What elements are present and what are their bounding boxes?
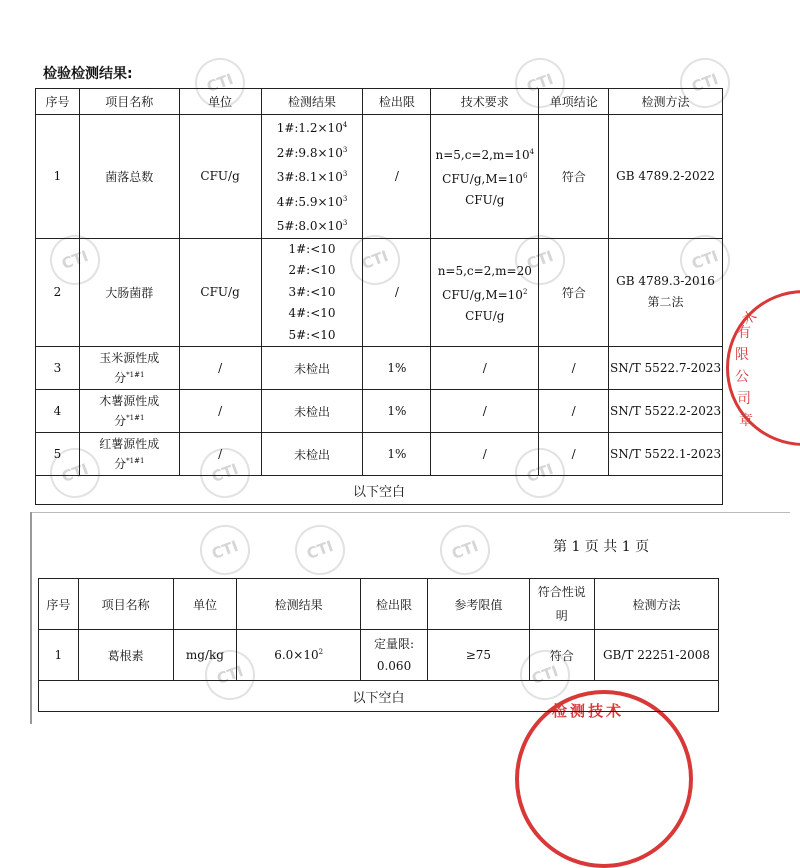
technical-requirement: $n=5,c=2,m=10^4$ CFU/$g,M=10^6$ CFU/g	[431, 115, 539, 239]
conclusion: /	[539, 347, 609, 390]
test-method: SN/T 5522.7-2023	[609, 347, 723, 390]
result-line: 5#:<10	[288, 327, 336, 342]
header-cell: 符合性说 明	[529, 579, 594, 630]
unit: /	[179, 433, 261, 476]
blank-below-note: 以下空白	[39, 681, 719, 712]
table-header-row	[39, 579, 719, 630]
result-line: $1\#:1.2\times 10^4$	[276, 121, 348, 135]
header-cell: 单位	[173, 579, 237, 630]
header-cell: 技术要求	[431, 89, 539, 115]
item-name: 木薯源性成 分$^{*1\#1}$	[79, 390, 179, 433]
conclusion: 符合	[529, 630, 594, 681]
cti-watermark: CTI	[673, 228, 737, 292]
result-line: 1#:<10	[288, 241, 336, 256]
detection-limit: /	[363, 115, 431, 239]
unit: CFU/g	[179, 115, 261, 239]
technical-requirement: /	[431, 390, 539, 433]
result-line: $2\#:9.8\times 10^3$	[276, 145, 348, 160]
table-row	[36, 390, 723, 433]
cti-watermark: CTI	[193, 441, 257, 505]
conclusion: /	[539, 433, 609, 476]
result-line: 4#:<10	[288, 306, 336, 320]
cti-watermark: CTI	[673, 51, 737, 115]
row-number: 1	[39, 630, 79, 681]
blank-below-note: 以下空白	[36, 476, 723, 505]
result-line: $4\#:5.9\times 10^3$	[276, 194, 348, 209]
reference-limit: ≥75	[428, 630, 529, 681]
technical-requirement: n=5,c=2,m=20 CFU/$g,M=10^2$ CFU/g	[431, 238, 539, 347]
header-cell: 参考限值	[428, 579, 529, 630]
cti-watermark: CTI	[508, 228, 572, 292]
row-number: 3	[36, 347, 80, 390]
unit: /	[179, 347, 261, 390]
conclusion: 符合	[539, 115, 609, 239]
header-cell: 序号	[39, 579, 79, 630]
header-cell: 检测结果	[261, 89, 363, 115]
header-cell: 单项结论	[539, 89, 609, 115]
table-row	[36, 347, 723, 390]
detection-limit: 1%	[363, 347, 431, 390]
unit: /	[179, 390, 261, 433]
results-table-2	[38, 578, 719, 712]
item-name: 葛根素	[78, 630, 173, 681]
cti-watermark: CTI	[513, 643, 577, 707]
header-cell: 项目名称	[78, 579, 173, 630]
page-number: 第 1 页 共 1 页	[553, 539, 650, 555]
results-heading: 检验检测结果:	[43, 66, 133, 82]
header-cell: 序号	[36, 89, 80, 115]
technical-requirement: /	[431, 433, 539, 476]
table-row	[36, 115, 723, 239]
table-row	[36, 433, 723, 476]
item-name: 红薯源性成 分$^{*1\#1}$	[79, 433, 179, 476]
table-footer-row	[36, 476, 723, 505]
page-edge	[30, 512, 32, 724]
detection-limit: 1%	[363, 390, 431, 433]
test-result: $6.0\times 10^2$	[237, 630, 361, 681]
result-line: 3#:<10	[288, 284, 336, 299]
row-number: 2	[36, 238, 80, 347]
technical-requirement: /	[431, 347, 539, 390]
test-method: GB/T 22251-2008	[595, 630, 719, 681]
red-seal-bottom-text: 检测技术	[552, 702, 625, 720]
cti-watermark: CTI	[43, 228, 107, 292]
unit: CFU/g	[179, 238, 261, 347]
test-method: SN/T 5522.2-2023	[609, 390, 723, 433]
test-results	[261, 115, 363, 239]
conclusion: /	[539, 390, 609, 433]
row-number: 5	[36, 433, 80, 476]
header-cell: 单位	[179, 89, 261, 115]
red-seal-right-text: 木 有 限 公 司 章	[735, 307, 760, 429]
cti-watermark: CTI	[198, 643, 262, 707]
cti-watermark: CTI	[508, 51, 572, 115]
header-cell: 检出限	[363, 89, 431, 115]
header-cell: 检测方法	[609, 89, 723, 115]
item-name: 大肠菌群	[79, 238, 179, 347]
cti-watermark: CTI	[343, 228, 407, 292]
detection-limit: 定量限: 0.060	[360, 630, 427, 681]
header-cell: 检出限	[360, 579, 427, 630]
cti-watermark: CTI	[288, 518, 352, 582]
cti-watermark: CTI	[43, 441, 107, 505]
test-method: GB 4789.2-2022	[609, 115, 723, 239]
test-result: 未检出	[261, 347, 363, 390]
header-cell: 项目名称	[79, 89, 179, 115]
test-method: GB 4789.3-2016 第二法	[609, 238, 723, 347]
table-footer-row	[39, 681, 719, 712]
cti-watermark: CTI	[188, 51, 252, 115]
row-number: 4	[36, 390, 80, 433]
result-line: $5\#:8.0\times 10^3$	[276, 219, 348, 233]
table-row	[39, 630, 719, 681]
result-line: $3\#:8.1\times 10^3$	[276, 170, 348, 184]
cti-watermark: CTI	[433, 518, 497, 582]
header-cell: 检测方法	[595, 579, 719, 630]
page-separator	[30, 512, 790, 513]
test-result: 未检出	[261, 390, 363, 433]
test-results	[261, 238, 363, 347]
unit: mg/kg	[173, 630, 237, 681]
table-header-row	[36, 89, 723, 115]
item-name: 玉米源性成 分$^{*1\#1}$	[79, 347, 179, 390]
cti-watermark: CTI	[193, 518, 257, 582]
header-cell: 检测结果	[237, 579, 361, 630]
test-result: 未检出	[261, 433, 363, 476]
cti-watermark: CTI	[508, 441, 572, 505]
table-row	[36, 238, 723, 347]
row-number: 1	[36, 115, 80, 239]
conclusion: 符合	[539, 238, 609, 347]
results-table	[35, 88, 723, 505]
detection-limit: /	[363, 238, 431, 347]
detection-limit: 1%	[363, 433, 431, 476]
result-line: 2#:<10	[288, 263, 336, 277]
item-name: 菌落总数	[79, 115, 179, 239]
test-method: SN/T 5522.1-2023	[609, 433, 723, 476]
